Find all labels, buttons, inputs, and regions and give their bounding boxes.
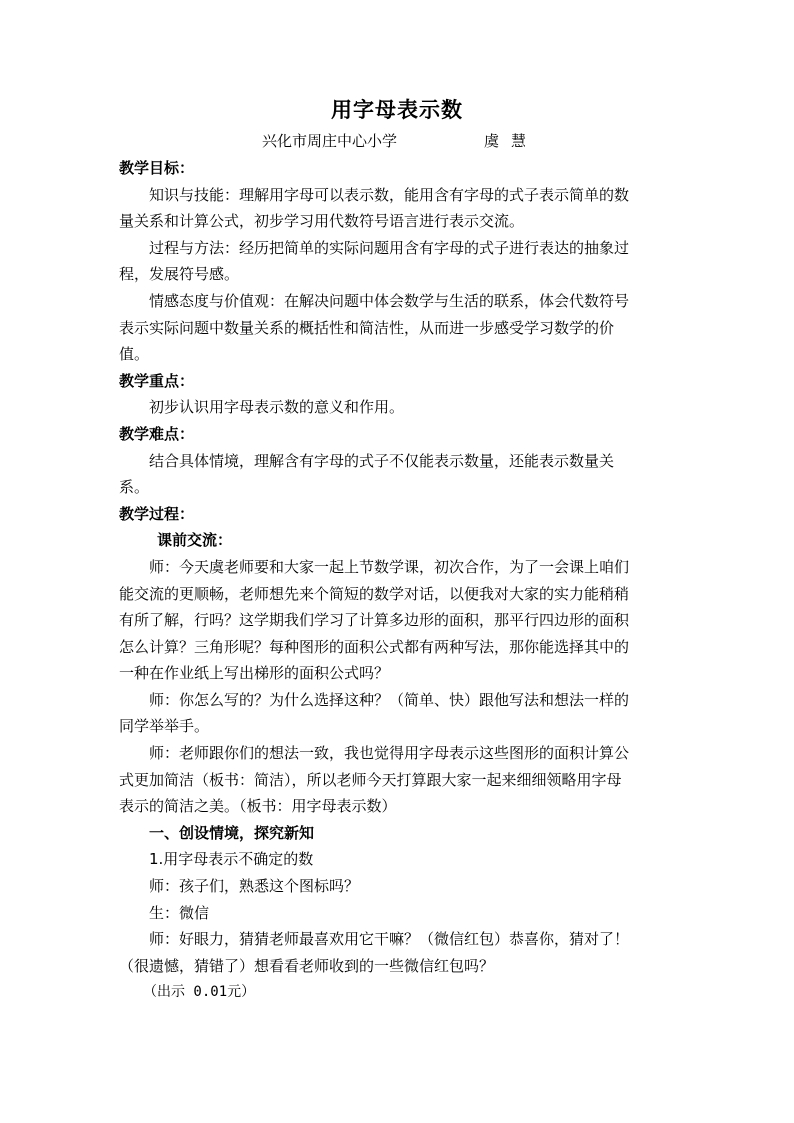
paragraph-line: （很遗憾，猜错了）想看看老师收到的一些微信红包吗？ bbox=[119, 956, 495, 975]
paragraph-line: （出示 0.01元） bbox=[143, 984, 256, 1001]
section-heading: 教学重点： bbox=[119, 371, 195, 390]
paragraph-line: 知识与技能：理解用字母可以表示数，能用含有字母的式子表示简单的数 bbox=[149, 185, 630, 204]
document-body bbox=[119, 155, 667, 1006]
paragraph-line: 一种在作业纸上写出梯形的面积公式吗？ bbox=[119, 664, 390, 683]
section-heading: 教学难点： bbox=[119, 424, 195, 443]
author-name: 虞慧 bbox=[484, 132, 539, 150]
subsection-heading: 一、创设情境，探究新知 bbox=[149, 823, 315, 842]
paragraph-line: 生：微信 bbox=[149, 903, 210, 922]
paragraph-line: 表示实际问题中数量关系的概括性和简洁性，从而进一步感受学习数学的价 bbox=[119, 318, 615, 337]
paragraph-line: 过程与方法：经历把简单的实际问题用含有字母的式子进行表达的抽象过 bbox=[149, 238, 630, 257]
paragraph-line: 1.用字母表示不确定的数 bbox=[149, 850, 314, 869]
paragraph-line: 式更加简洁（板书：简洁），所以老师今天打算跟大家一起来细细领略用字母 bbox=[119, 770, 622, 789]
section-heading: 教学过程： bbox=[119, 504, 195, 523]
paragraph-line: 有所了解，行吗？这学期我们学习了计算多边形的面积，那平行四边形的面积 bbox=[119, 611, 630, 630]
paragraph-line: 程，发展符号感。 bbox=[119, 265, 240, 284]
paragraph-line: 表示的简洁之美。（板书：用字母表示数） bbox=[119, 797, 397, 816]
subsection-heading: 课前交流： bbox=[157, 531, 233, 550]
paragraph-line: 值。 bbox=[119, 345, 150, 364]
school-name: 兴化市周庄中心小学 bbox=[262, 132, 398, 150]
paragraph-line: 系。 bbox=[119, 478, 150, 497]
document-title: 用字母表示数 bbox=[331, 98, 463, 122]
paragraph-line: 同学举举手。 bbox=[119, 717, 210, 736]
section-heading: 教学目标： bbox=[119, 159, 195, 177]
paragraph-line: 能交流的更顺畅，老师想先来个简短的数学对话，以便我对大家的实力能稍稍 bbox=[119, 584, 630, 603]
paragraph-line: 师：老师跟你们的想法一致，我也觉得用字母表示这些图形的面积计算公 bbox=[149, 744, 630, 763]
paragraph-line: 情感态度与价值观：在解决问题中体会数学与生活的联系，体会代数符号 bbox=[149, 291, 630, 310]
paragraph-line: 初步认识用字母表示数的意义和作用。 bbox=[149, 398, 405, 417]
paragraph-line: 师：今天虞老师要和大家一起上节数学课，初次合作，为了一会课上咱们 bbox=[149, 557, 630, 576]
paragraph-line: 量关系和计算公式，初步学习用代数符号语言进行表示交流。 bbox=[119, 212, 525, 231]
paragraph-line: 师：你怎么写的？为什么选择这种？（简单、快）跟他写法和想法一样的 bbox=[149, 690, 630, 709]
paragraph-line: 怎么计算？三角形呢？每种图形的面积公式都有两种写法，那你能选择其中的 bbox=[119, 637, 630, 656]
paragraph-line: 结合具体情境，理解含有字母的式子不仅能表示数量，还能表示数量关 bbox=[149, 451, 615, 470]
paragraph-line: 师：好眼力，猜猜老师最喜欢用它干嘛？（微信红包）恭喜你，猜对了！ bbox=[149, 930, 630, 949]
paragraph-line: 师：孩子们，熟悉这个图标吗？ bbox=[149, 877, 360, 896]
